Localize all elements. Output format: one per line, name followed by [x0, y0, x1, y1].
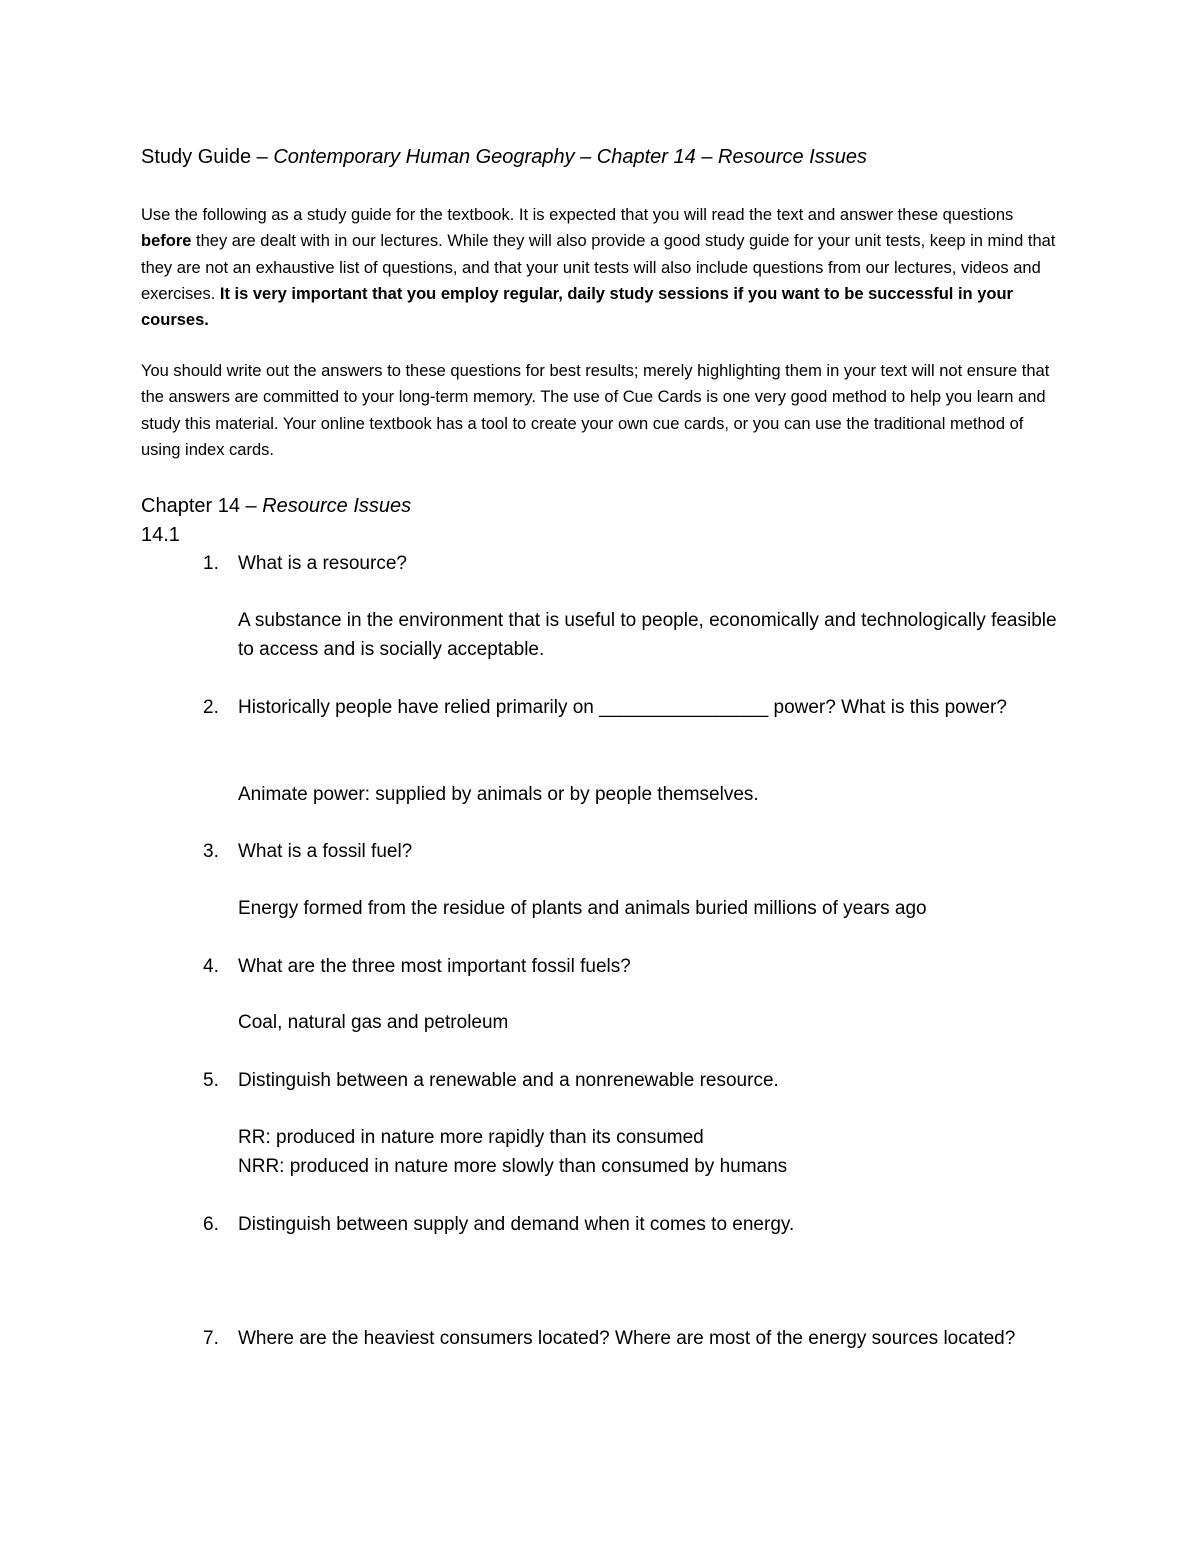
intro-paragraph-1: [141, 202, 1066, 333]
answer-line: Energy formed from the residue of plants and animals buried millions of years ago: [238, 898, 927, 919]
page-title: [141, 143, 867, 171]
question-text: Distinguish between a renewable and a nonrenewable resource.: [238, 1070, 779, 1091]
question-text: What are the three most important fossil fuels?: [238, 956, 631, 977]
question-number: 2.: [203, 697, 219, 718]
answer-line: A substance in the environment that is useful to people, economically and technologically feasible to access and is socially acceptable.: [238, 610, 1057, 660]
title-italic: Contemporary Human Geography – Chapter 14 – Resource Issues: [273, 146, 867, 168]
question-text: Historically people have relied primarily on ________________ power? What is this power?: [238, 697, 1007, 718]
question-text: Distinguish between supply and demand when it comes to energy.: [238, 1214, 795, 1235]
answer-line: Coal, natural gas and petroleum: [238, 1012, 509, 1033]
question-number: 4.: [203, 956, 219, 977]
intro-p1-bold-before: before: [141, 232, 192, 251]
answer-text: [238, 1124, 1058, 1181]
question-number: 6.: [203, 1214, 219, 1235]
answer-text: [238, 781, 1058, 810]
section-number: 14.1: [141, 524, 180, 546]
chapter-heading-plain: Chapter 14 –: [141, 495, 263, 517]
question-number: 5.: [203, 1070, 219, 1091]
chapter-heading-italic: Resource Issues: [262, 495, 412, 517]
title-plain: Study Guide –: [141, 146, 274, 168]
answer-text: [238, 895, 1058, 924]
question-number: 7.: [203, 1328, 219, 1349]
answer-line: Animate power: supplied by animals or by people themselves.: [238, 784, 759, 805]
question-number: 1.: [203, 553, 219, 574]
question-text: What is a resource?: [238, 553, 407, 574]
intro-paragraph-2: You should write out the answers to these questions for best results; merely highlighting them in your text will not ensure that the answers are committed to your long-term memory. The use of Cue Cards is one very good method to help you learn and study this material. Your online textbook has a tool to create your own cue cards, or you can use the traditional method of using index cards.: [141, 362, 1050, 459]
answer-line: NRR: produced in nature more slowly than consumed by humans: [238, 1155, 788, 1177]
question-number: 3.: [203, 841, 219, 862]
answer-line: RR: produced in nature more rapidly than its consumed: [238, 1127, 704, 1148]
answer-text: [238, 1009, 1058, 1038]
intro-p1-bold-important: It is very important that you employ regular, daily study sessions if you want to be successful in your courses.: [141, 284, 1013, 330]
answer-text: [238, 607, 1058, 664]
question-text: What is a fossil fuel?: [238, 841, 413, 862]
intro-p1-text-b: they are dealt with in our lectures. While they will also provide a good study guide for your unit tests, keep in mind that they are not an exhaustive list of questions, and that your unit tests will also include questions from our lectures, videos and exercises.: [141, 232, 1056, 303]
chapter-heading: [141, 492, 411, 520]
intro-p1-text-a: Use the following as a study guide for the textbook. It is expected that you will read the text and answer these questions: [141, 206, 1014, 224]
question-text: Where are the heaviest consumers located? Where are most of the energy sources located?: [238, 1328, 1016, 1349]
